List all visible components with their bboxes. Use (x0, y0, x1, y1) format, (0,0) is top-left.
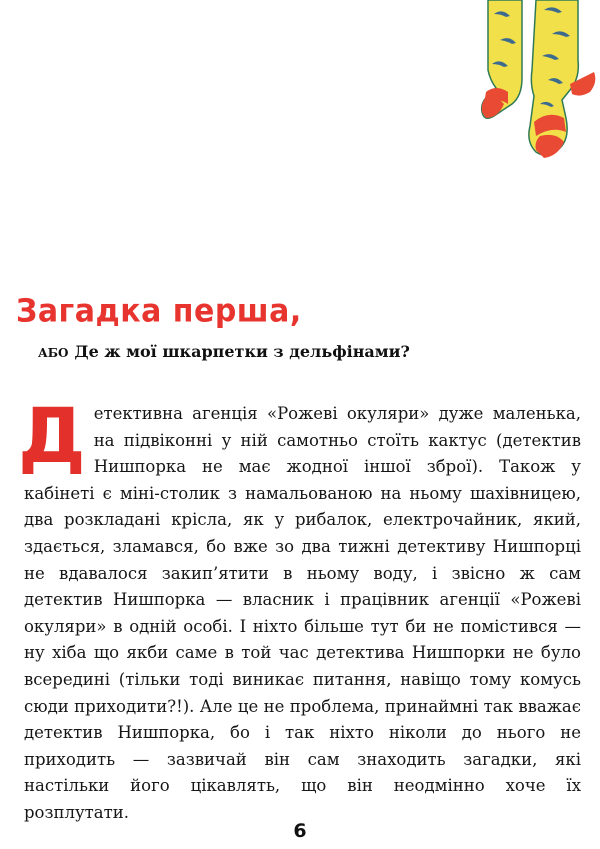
chapter-title: Загадка перша, (16, 293, 302, 331)
socks-with-dolphins-icon (478, 0, 600, 170)
body-paragraph (18, 391, 581, 827)
subtitle-main: Де ж мої шкарпетки з дельфінами? (74, 342, 410, 361)
subtitle-prefix: або (38, 342, 75, 362)
page-number: 6 (293, 820, 307, 842)
drop-cap: Д (18, 391, 86, 480)
body-text: етективна агенція «Рожеві окуляри» дуже маленька, на підвіконні у ній самотньо стоїть кактус (детектив Нишпорка не має жодної іншої зброї). Також у кабінеті є міні-столик з намальованою на ньому шахівницею, два розкладані крісла, як у рибалок, електрочайник, який, здається, зламався, бо вже зо два тижні детективу Нишпорці не вдавалося закип’ятити в ньому воду, і звісно ж сам детектив Нишпорка — власник і працівник агенції «Рожеві окуляри» в одній особі. І ніхто більше тут би не помістився — ну хіба що якби саме в той час детектива Нишпорки не було всередині (тільки тоді виникає питання, навіщо тому комусь сюди приходити?!). Але це не проблема, принаймні так вважає детектив Нишпорка, бо і так ніхто ніколи до нього не приходить — зазвичай він сам знаходить загадки, які настільки його цікавлять, що він неодмінно хоче їх розплутати. (24, 404, 581, 822)
chapter-subtitle (38, 341, 410, 363)
